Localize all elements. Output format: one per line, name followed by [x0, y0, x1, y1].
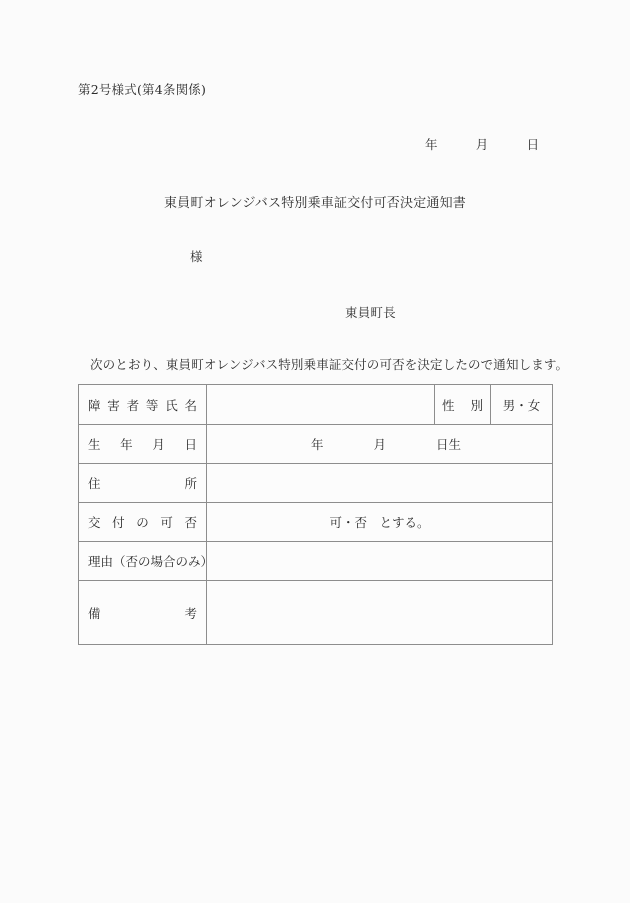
row-value-address[interactable]: [207, 464, 553, 503]
row-value-remarks[interactable]: [207, 581, 553, 645]
document-title: 東員町オレンジバス特別乗車証交付可否決定通知書: [163, 196, 467, 211]
row-value-sex[interactable]: 男・女: [491, 385, 553, 425]
row-value-birthdate[interactable]: 年 月 日生: [207, 425, 553, 464]
form-number-label: 第2号様式(第4条関係): [78, 82, 207, 97]
body-paragraph: 次のとおり、東員町オレンジバス特別乗車証交付の可否を決定したので通知します。: [90, 357, 569, 372]
recipient-honorific: 様: [190, 249, 203, 264]
table-row: [79, 464, 553, 503]
row-label-reason: 理由（否の場合のみ）: [79, 542, 207, 581]
row-label-name: 障害者等氏名: [79, 385, 207, 425]
table-row: [79, 542, 553, 581]
table-row: [79, 425, 553, 464]
row-label-remarks: 備考: [79, 581, 207, 645]
row-label-birthdate: 生年月日: [79, 425, 207, 464]
table-row: [79, 581, 553, 645]
row-label-decision: 交付の可否: [79, 503, 207, 542]
row-value-reason[interactable]: [207, 542, 553, 581]
issuer-name: 東員町長: [345, 305, 396, 320]
notification-form-table: [78, 384, 553, 645]
row-value-name[interactable]: [207, 385, 435, 425]
row-label-sex: 性別: [435, 385, 491, 425]
date-line: 年 月 日: [425, 137, 540, 152]
table-row: [79, 503, 553, 542]
row-label-address: 住所: [79, 464, 207, 503]
table-row: [79, 385, 553, 425]
row-value-decision[interactable]: 可・否 とする。: [207, 503, 553, 542]
